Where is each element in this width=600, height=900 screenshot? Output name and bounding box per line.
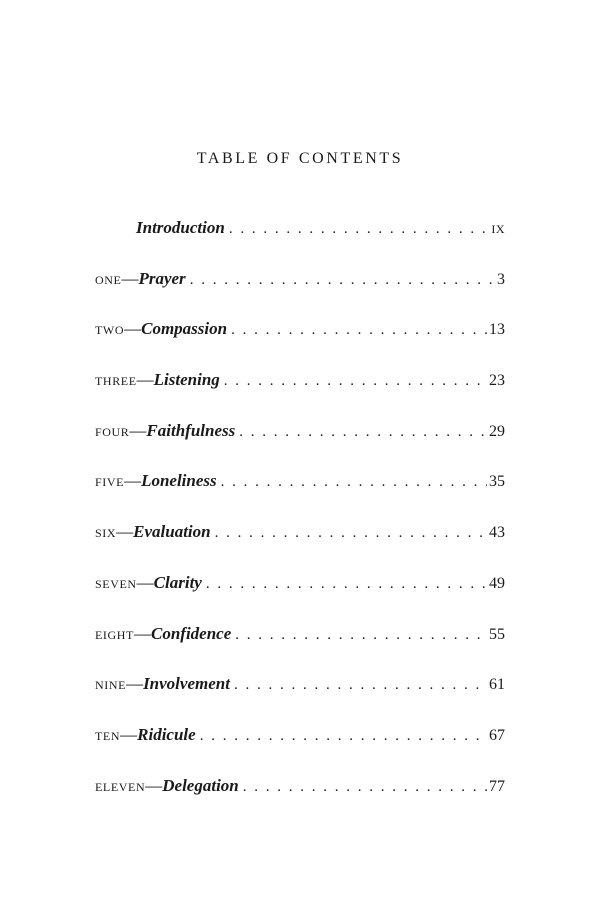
toc-entry-number: THREE [95,374,137,389]
toc-entry-page: 13 [489,321,505,339]
em-dash: — [124,471,142,491]
toc-entry-number: TWO [95,323,125,338]
toc-entry-chapter-10[interactable] [95,725,505,776]
toc-heading: TABLE OF CONTENTS [196,150,404,167]
em-dash: — [116,522,134,542]
toc-entry-chapter-7[interactable] [95,573,505,624]
toc-entry-number: TEN [95,728,121,743]
toc-entry-number: EIGHT [95,627,134,642]
toc-entry-title: Delegation [162,775,239,795]
toc-entry-chapter-3[interactable] [95,370,505,421]
dot-leader [243,779,487,796]
toc-entry-title: Loneliness [141,471,217,491]
toc-entry-title: Introduction [136,218,225,237]
toc-entry-page: 55 [489,625,505,643]
toc-entry-page: 23 [489,372,505,390]
dot-leader [221,474,487,491]
toc-entry-number: SEVEN [95,576,137,591]
toc-list [95,218,505,826]
em-dash: — [145,775,163,795]
dot-leader [200,728,487,745]
toc-entry-page: 61 [489,676,505,694]
em-dash: — [129,420,147,440]
toc-entry-page: 3 [497,270,505,288]
toc-entry-number: FIVE [95,475,125,490]
toc-entry-title: Prayer [138,268,186,288]
toc-entry-page: 43 [489,524,505,542]
em-dash: — [136,572,154,592]
toc-entry-title: Involvement [143,674,230,694]
toc-entry-title: Faithfulness [146,420,236,440]
toc-entry-number: ONE [95,272,122,287]
toc-entry-title: Clarity [153,572,202,592]
toc-entry-chapter-8[interactable] [95,624,505,675]
toc-entry-page: 35 [489,473,505,491]
toc-entry-number: SIX [95,526,117,541]
toc-entry-page: 67 [489,726,505,744]
em-dash: — [121,268,139,288]
em-dash: — [126,674,144,694]
toc-entry-title: Evaluation [133,522,211,542]
dot-leader [235,627,487,644]
toc-entry-title: Ridicule [137,724,196,744]
toc-entry-page: 29 [489,422,505,440]
dot-leader [224,373,487,390]
dot-leader [206,576,487,593]
toc-entry-number: FOUR [95,424,130,439]
toc-entry-chapter-2[interactable] [95,319,505,370]
toc-entry-page: 77 [489,777,505,795]
toc-entry-title: Compassion [141,319,228,339]
toc-entry-number: NINE [95,678,127,693]
em-dash: — [136,370,154,390]
toc-entry-chapter-9[interactable] [95,674,505,725]
dot-leader [239,424,487,441]
toc-entry-title: Confidence [151,623,232,643]
toc-entry-introduction[interactable] [95,218,505,269]
toc-entry-chapter-5[interactable] [95,471,505,522]
em-dash: — [120,724,138,744]
dot-leader [229,221,490,238]
toc-entry-number: ELEVEN [95,779,146,794]
em-dash: — [124,319,142,339]
toc-entry-chapter-4[interactable] [95,421,505,472]
toc-entry-page: 49 [489,574,505,592]
toc-entry-chapter-6[interactable] [95,522,505,573]
toc-entry-chapter-1[interactable] [95,269,505,320]
toc-entry-chapter-11[interactable] [95,776,505,827]
dot-leader [231,322,487,339]
dot-leader [234,677,487,694]
toc-entry-title: Listening [153,370,220,390]
em-dash: — [134,623,151,643]
dot-leader [190,272,495,289]
dot-leader [215,525,487,542]
toc-entry-page: IX [491,222,505,236]
